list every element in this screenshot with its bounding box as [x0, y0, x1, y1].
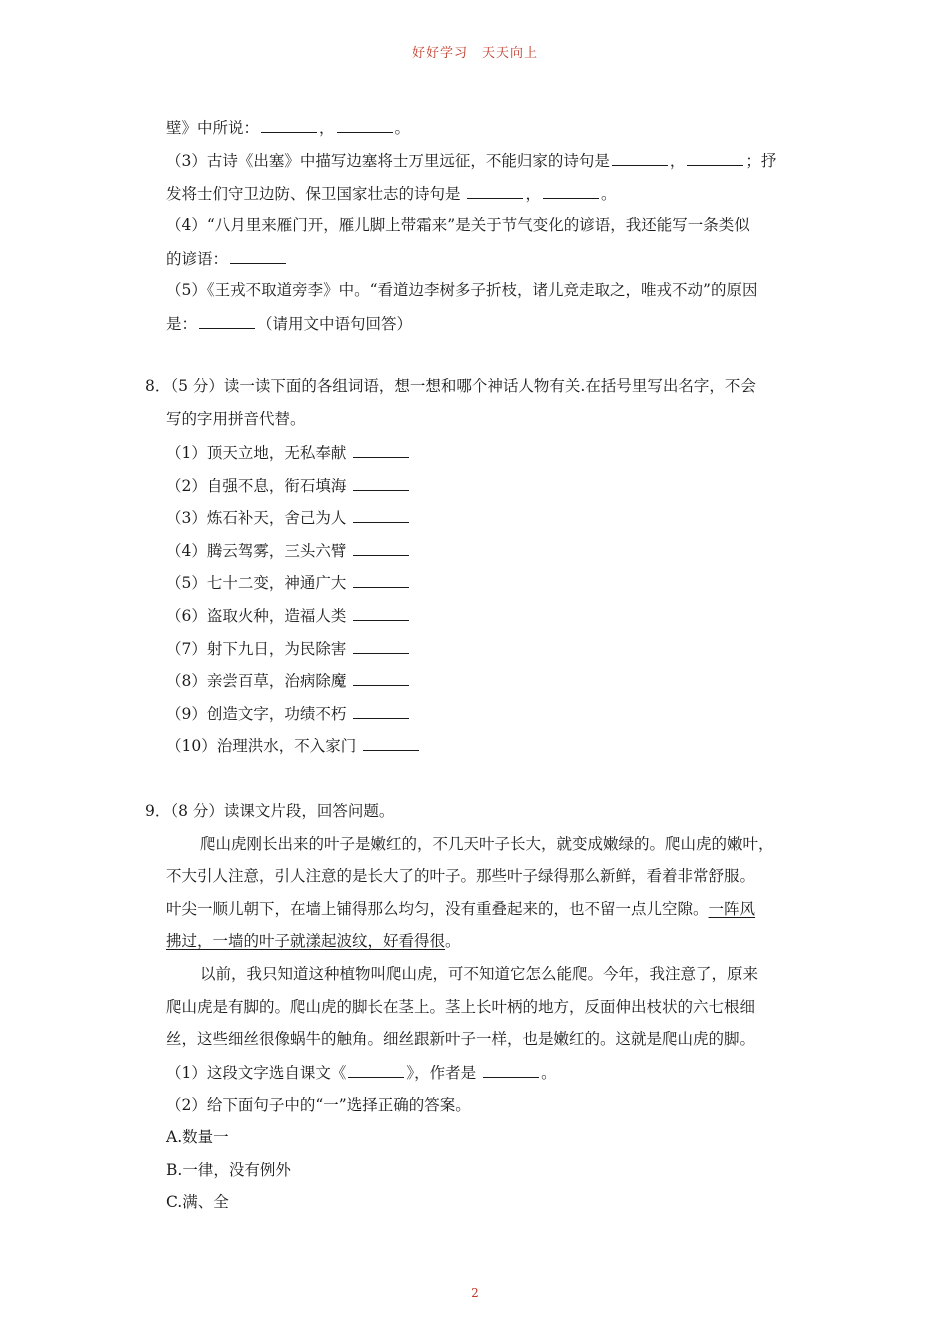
answer-blank[interactable] — [337, 115, 393, 133]
q8-item — [166, 668, 411, 692]
q8-item-text: （4）腾云驾雾，三头六臂 — [166, 542, 352, 560]
q8-item — [166, 733, 421, 757]
q8-item-text: （9）创造文字，功绩不朽 — [166, 705, 352, 723]
underlined-sentence: 一阵风 — [708, 900, 756, 918]
page-header: 好好学习 天天向上 — [411, 46, 538, 61]
q9-sub2: （2）给下面句子中的“一”选择正确的答案。 — [166, 1096, 471, 1114]
q8-item-text: （6）盗取火种，造福人类 — [166, 607, 352, 625]
q9-sub1: （1）这段文字选自课文《 》，作者是 。 — [166, 1060, 557, 1084]
answer-blank[interactable] — [353, 538, 409, 556]
q8-item-text: （7）射下九日，为民除害 — [166, 640, 352, 658]
answer-blank[interactable] — [353, 440, 409, 458]
q8-item — [166, 473, 411, 497]
answer-blank[interactable] — [353, 473, 409, 491]
q8-item-text: （3）炼石补天，舍己为人 — [166, 509, 352, 527]
q8-item — [166, 538, 411, 562]
answer-blank[interactable] — [353, 668, 409, 686]
q7-sub3-line-2: 发将士们守卫边防、保卫国家壮志的诗句是 ， 。 — [166, 181, 616, 205]
q8-item — [166, 570, 411, 594]
q7-line-1: 壁》中所说： ， 。 — [166, 115, 410, 139]
passage-p1-line-2: 不大引人注意，引人注意的是长大了的叶子。那些叶子绿得那么新鲜，看着非常舒服。 — [166, 867, 756, 885]
q8-item-text: （1）顶天立地，无私奉献 — [166, 444, 352, 462]
option-b: B.一律，没有例外 — [166, 1161, 291, 1179]
answer-blank[interactable] — [467, 181, 523, 199]
passage-p1-line-4: 拂过，一墙的叶子就漾起波纹，好看得很。 — [166, 932, 461, 950]
q8-item — [166, 603, 411, 627]
option-a: A.数量一 — [166, 1128, 229, 1146]
q8-stem-line-2: 写的字用拼音代替。 — [166, 410, 306, 428]
q8-item-text: （8）亲尝百草，治病除魔 — [166, 672, 352, 690]
page-number: 2 — [471, 1286, 479, 1300]
answer-blank[interactable] — [199, 311, 255, 329]
answer-blank[interactable] — [353, 636, 409, 654]
q7-sub4-line-2: 的谚语： — [166, 246, 288, 270]
q9-stem: 9．（8 分）读课文片段，回答问题。 — [145, 802, 395, 820]
answer-blank[interactable] — [363, 733, 419, 751]
q7-sub4-line-1: （4）“八月里来雁门开，雁儿脚上带霜来”是关于节气变化的谚语，我还能写一条类似 — [166, 216, 750, 234]
q8-stem-line-1: 8．（5 分）读一读下面的各组词语，想一想和哪个神话人物有关.在括号里写出名字，不会 — [145, 377, 756, 395]
answer-blank[interactable] — [483, 1060, 539, 1078]
answer-blank[interactable] — [543, 181, 599, 199]
q7-sub3-line-1: （3）古诗《出塞》中描写边塞将士万里远征，不能归家的诗句是 ， ；抒 — [166, 148, 776, 172]
answer-blank[interactable] — [353, 701, 409, 719]
passage-p2-line-3: 丝，这些细丝很像蜗牛的触角。细丝跟新叶子一样，也是嫩红的。这就是爬山虎的脚。 — [166, 1030, 756, 1048]
answer-blank[interactable] — [687, 148, 743, 166]
q7-sub5-line-2: 是： （请用文中语句回答） — [166, 311, 412, 335]
answer-blank[interactable] — [612, 148, 668, 166]
answer-blank[interactable] — [353, 570, 409, 588]
answer-blank[interactable] — [348, 1060, 404, 1078]
answer-blank[interactable] — [230, 246, 286, 264]
answer-blank[interactable] — [353, 603, 409, 621]
q7-sub5-line-1: （5）《王戎不取道旁李》中。“看道边李树多子折枝，诸儿竞走取之，唯戎不动”的原因 — [166, 281, 758, 299]
q8-item-text: （2）自强不息，衔石填海 — [166, 477, 352, 495]
q8-item — [166, 636, 411, 660]
answer-blank[interactable] — [261, 115, 317, 133]
q8-item-text: （10）治理洪水，不入家门 — [166, 737, 362, 755]
passage-p1-line-3: 叶尖一顺儿朝下，在墙上铺得那么均匀，没有重叠起来的，也不留一点儿空隙。一阵风 — [166, 900, 756, 918]
underlined-sentence: 拂过，一墙的叶子就漾起波纹，好看得很 — [166, 932, 446, 950]
passage-p2-line-1: 以前，我只知道这种植物叫爬山虎，可不知道它怎么能爬。今年，我注意了，原来 — [200, 965, 759, 983]
passage-p1-line-1: 爬山虎刚长出来的叶子是嫩红的，不几天叶子长大，就变成嫩绿的。爬山虎的嫩叶， — [200, 835, 774, 853]
q8-item — [166, 440, 411, 464]
q8-item-text: （5）七十二变，神通广大 — [166, 574, 352, 592]
answer-blank[interactable] — [353, 505, 409, 523]
passage-p2-line-2: 爬山虎是有脚的。爬山虎的脚长在茎上。茎上长叶柄的地方，反面伸出枝状的六七根细 — [166, 998, 756, 1016]
q8-item — [166, 505, 411, 529]
option-c: C.满、全 — [166, 1193, 229, 1211]
q8-item — [166, 701, 411, 725]
